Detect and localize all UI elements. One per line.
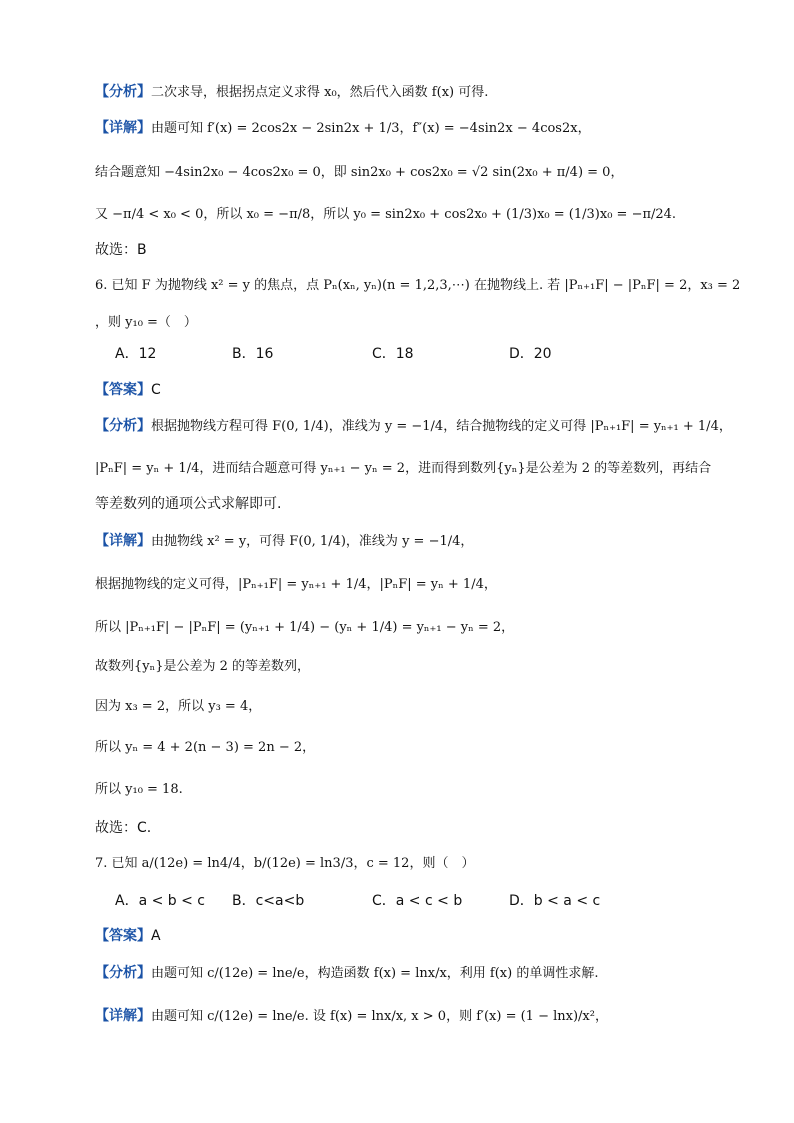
text-line [95,696,261,717]
text-line [95,737,315,758]
question-6-stem-end [95,312,197,333]
line-text: ，则 y₁₀ =（ ） [95,315,197,330]
detail-line-q7 [95,1006,608,1027]
text-line [95,494,281,514]
line-text: 故选：B [95,242,147,258]
tag-label: 【详解】 [95,533,151,549]
line-text: 由题可知 c/(12e) = lne/e. 设 f(x) = lnx/x, x > 0，则 f′(x) = (1 − lnx)/x²， [151,1009,608,1024]
text-line [95,656,310,677]
q7-option-b: B．c<a<b [232,893,305,909]
line-text: 由抛物线 x² = y，可得 F(0, 1/4)，准线为 y = −1/4， [151,534,474,549]
q7-option-c: C．a < c < b [372,893,463,909]
line-text: 根据抛物线的定义可得，|Pₙ₊₁F| = yₙ₊₁ + 1/4，|PₙF| = yₙ + 1/4， [95,577,497,592]
text-line [95,458,711,479]
analysis-line-q5 [95,82,488,103]
tag-label: 【答案】 [95,382,151,398]
line-text: 由题可知 c/(12e) = lne/e，构造函数 f(x) = lnx/x，利用 f(x) 的单调性求解. [151,966,599,981]
line-text: 又 −π/4 < x₀ < 0，所以 x₀ = −π/8，所以 y₀ = sin2x₀ + cos2x₀ + (1/3)x₀ = (1/3)x₀ = −π/24. [95,207,677,222]
tag-label: 【分析】 [95,418,151,434]
line-text: 所以 y₁₀ = 18. [95,782,183,797]
q6-option-a: A．12 [115,346,157,362]
q6-option-b: B．16 [232,346,274,362]
analysis-line-q6 [95,416,732,437]
line-text: 因为 x₃ = 2，所以 y₃ = 4， [95,699,262,714]
question-7-stem [95,853,474,874]
answer-line-q7 [95,926,161,946]
line-text: 所以 yₙ = 4 + 2(n − 3) = 2n − 2， [95,740,316,755]
q7-option-d: D．b < a < c [509,893,601,909]
tag-label: 【详解】 [95,120,151,136]
line-text: 根据抛物线方程可得 F(0, 1/4)，准线为 y = −1/4，结合抛物线的定义可得 |Pₙ₊₁F| = yₙ₊₁ + 1/4， [151,419,732,434]
line-text: 故数列{yₙ}是公差为 2 的等差数列， [95,659,311,674]
text-line [95,162,623,183]
choice-line [95,240,147,260]
line-text: 7. 已知 a/(12e) = ln4/4，b/(12e) = ln3/3，c = 12，则（ ） [95,856,475,871]
line-text: 6. 已知 F 为抛物线 x² = y 的焦点，点 Pₙ(xₙ, yₙ)(n = 1,2,3,⋯) 在抛物线上. 若 |Pₙ₊₁F| − |PₙF| = 2，x₃ = 2 [95,278,741,293]
tag-label: 【详解】 [95,1008,151,1024]
choice-line [95,818,151,838]
answer-line-q6 [95,380,161,400]
text-line [95,574,497,595]
detail-line-q5 [95,118,591,139]
detail-line-q6 [95,531,473,552]
line-text: 由题可知 f′(x) = 2cos2x − 2sin2x + 1/3，f″(x) = −4sin2x − 4cos2x， [151,121,591,136]
tag-label: 【分析】 [95,84,151,100]
line-text: 二次求导，根据拐点定义求得 x₀，然后代入函数 f(x) 可得. [151,85,489,100]
line-text: |PₙF| = yₙ + 1/4，进而结合题意可得 yₙ₊₁ − yₙ = 2，进而得到数列{yₙ}是公差为 2 的等差数列，再结合 [95,461,712,476]
q6-option-c: C．18 [372,346,414,362]
line-text: C [151,382,161,398]
analysis-line-q7 [95,963,598,984]
line-text: A [151,928,161,944]
line-text: 所以 |Pₙ₊₁F| − |PₙF| = (yₙ₊₁ + 1/4) − (yₙ + 1/4) = yₙ₊₁ − yₙ = 2， [95,620,515,635]
question-6-stem [95,275,740,296]
tag-label: 【分析】 [95,965,151,981]
line-text: 故选：C. [95,820,152,836]
line-text: 结合题意知 −4sin2x₀ − 4cos2x₀ = 0，即 sin2x₀ + cos2x₀ = √2 sin(2x₀ + π/4) = 0， [95,165,624,180]
q7-option-a: A．a < b < c [115,893,206,909]
text-line [95,617,514,638]
text-line [95,204,676,225]
line-text: 等差数列的通项公式求解即可. [95,496,282,512]
tag-label: 【答案】 [95,928,151,944]
q6-option-d: D．20 [509,346,552,362]
text-line [95,779,183,800]
